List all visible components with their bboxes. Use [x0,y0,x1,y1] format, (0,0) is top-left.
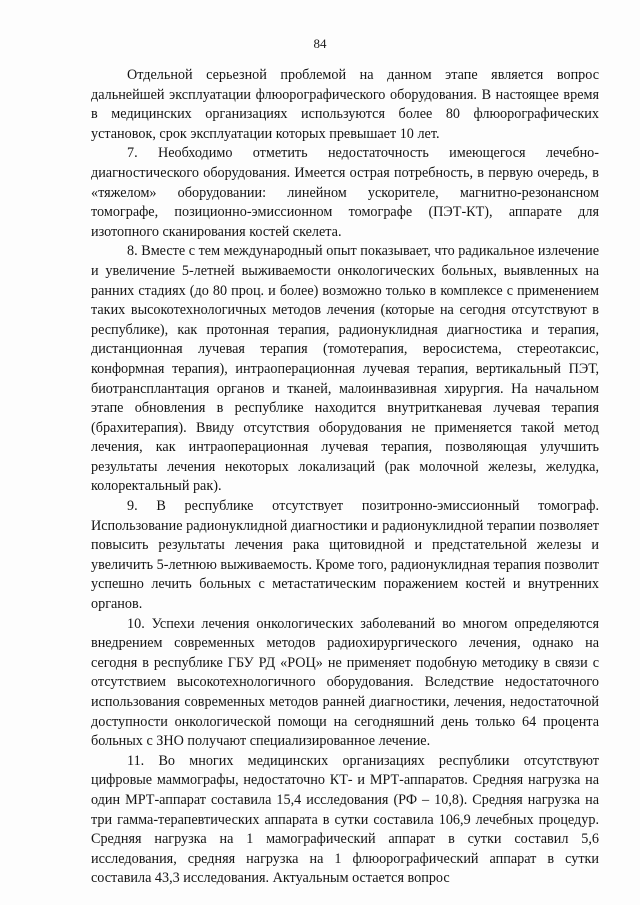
paragraph-intro: Отдельной серьезной проблемой на данном этапе является вопрос дальнейшей эксплуатации флюорографического оборудования. В настоящее время в медицинских организациях используются более 80 флюорографических установок, срок эксплуатации которых превышает 10 лет. [91,67,599,142]
paragraph-9: 9. В республике отсутствует позитронно-эмиссионный томограф. Использование радионуклидной диагностики и радионуклидной терапии позволяет повысить результаты лечения рака щитовидной и предстательной железы и увеличить 5-летнюю выживаемость. Кроме того, радионуклидная терапия позволит успешно лечить больных с метастатическим поражением костей и внутренних органов. [91,498,599,613]
paragraph-7: 7. Необходимо отметить недостаточность имеющегося лечебно-диагностического оборудования. Имеется острая потребность, в первую очередь, в «тяжелом» оборудовании: линейном ускорителе, магнитно-резонансном томографе, позиционно-эмиссионном томографе (ПЭТ-КТ), аппарате для изотопного сканирования костей скелета. [91,145,599,240]
paragraph-8: 8. Вместе с тем международный опыт показывает, что радикальное излечение и увеличение 5-летней выживаемости онкологических больных, выявленных на ранних стадиях (до 80 проц. и более) возможно только в комплексе с применением таких высокотехнологичных методов лечения (которые на сегодня отсутствуют в республике), как протонная терапия, радионуклидная диагностика и терапия, дистанционная лучевая терапия (томотерапия, веросистема, стереотаксис, конформная терапия), интраоперационная лучевая терапия, вертикальный ПЭТ, биотрансплантация органов и тканей, малоинвазивная хирургия. На начальном этапе обновления в республике находится внутритканевая лучевая терапия (брахитерапия). Ввиду отсутствия оборудования не применяется такой метод лечения, как интраоперационная лучевая терапия, позволяющая улучшить результаты лечения некоторых локализаций (рак молочной железы, желудка, колоректальный рак). [91,243,599,495]
page-number: 84 [313,36,327,51]
paragraph-10: 10. Успехи лечения онкологических заболеваний во многом определяются внедрением современных методов радиохирургического лечения, однако на сегодня в республике ГБУ РД «РОЦ» не применяет подобную методику в связи с отсутствием высокотехнологичного оборудования. Вследствие недостаточного использования современных методов ранней диагностики, лечения, недостаточной доступности онкологической помощи на сегодняшний день только 64 процента больных с ЗНО получают специализированное лечение. [91,615,599,750]
body-text [91,66,599,889]
paragraph-11: 11. Во многих медицинских организациях республики отсутствуют цифровые маммографы, недостаточно КТ- и МРТ-аппаратов. Средняя нагрузка на один МРТ-аппарат составила 15,4 исследования (РФ – 10,8). Средняя нагрузка на три гамма-терапевтических аппарата в сутки составила 106,9 лечебных процедур. Средняя нагрузка на 1 мамографический аппарат в сутки составил 5,6 исследования, средняя нагрузка на 1 флюорографический аппарат в сутки составила 43,3 исследования. Актуальным остается вопрос [91,752,599,887]
